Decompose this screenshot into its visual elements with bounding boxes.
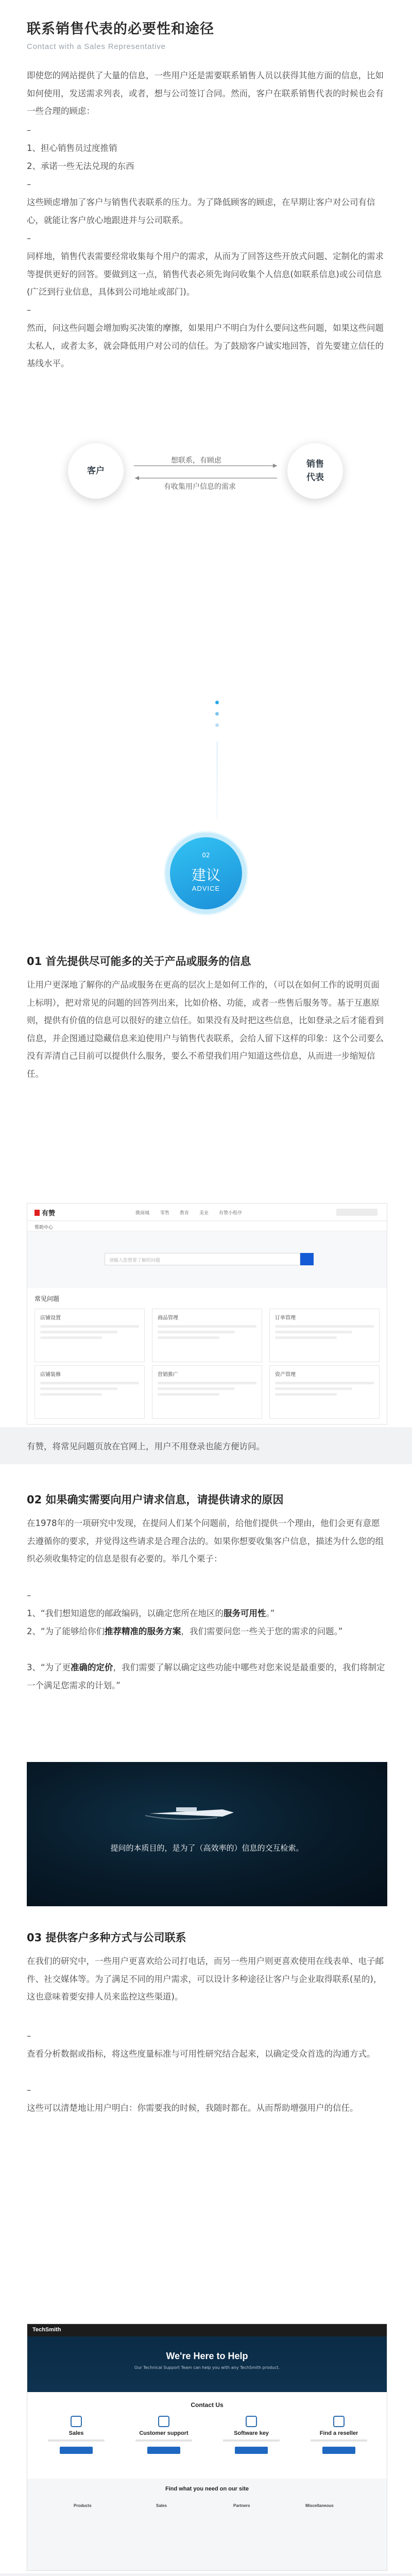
key-icon — [246, 2416, 257, 2427]
faq-category-box[interactable]: 商品管理 — [152, 1309, 262, 1362]
separator: – — [27, 1590, 31, 1600]
ts-link-heading[interactable]: Partners — [233, 2503, 250, 2508]
ts-contact-option[interactable]: Sales — [38, 2416, 115, 2454]
bottom-arrow-label: 有收集用户信息的需求 — [164, 483, 236, 491]
example-item: 3、“为了更准确的定价，我们需要了解以确定这些功能中哪些对您来说是最重要的，我们将制定一个满足您需求的计划。” — [27, 1663, 385, 1690]
ts-contact-option[interactable]: Software key — [213, 2416, 290, 2454]
customer-circle — [68, 443, 124, 499]
ts-link-heading[interactable]: Products — [74, 2503, 92, 2508]
ts-footer-area — [27, 2479, 387, 2571]
ship-icon — [145, 1798, 238, 1829]
faq-section-title: 常见问题 — [35, 1295, 60, 1302]
separator: – — [27, 2031, 31, 2041]
nav-item[interactable]: 教育 — [180, 1211, 190, 1216]
sales-rep-label: 销售 代表 — [306, 459, 324, 483]
intro-paragraph: 然而，问这些问题会增加购买决策的摩擦，如果用户不明白为什么要问这些问题，如果这些问题太私人，或者太多，就会降低用户对公司的信任。为了鼓励客户诚实地回答，首先要建立信任的基线水平。 — [27, 323, 384, 368]
separator: – — [27, 305, 31, 315]
customer-label: 客户 — [87, 466, 105, 476]
ts-hero-sub: Our Technical Support Team can help you with any TechSmith product. — [134, 2365, 280, 2370]
section-paragraph: 在1978年的一项研究中发现，在提问人们某个问题前，给他们提供一个理由，他们会更有意愿去遵循你的要求，并觉得这些请求是合理合法的。如果你想要收集客户信息，描述为什么您的组织必须收集特定的信息是很有必要的。举几个栗子： — [27, 1518, 384, 1564]
top-arrow-label: 想联系，有顾虑 — [171, 456, 221, 465]
ts-link-heading[interactable]: Miscellaneous — [305, 2503, 334, 2508]
techsmith-screenshot — [27, 2324, 387, 2571]
badge-number: 02 — [202, 852, 210, 859]
reseller-icon — [333, 2416, 345, 2427]
article-title: 联系销售代表的必要性和途径 — [27, 21, 214, 37]
faq-topbar — [27, 1204, 387, 1221]
ts-button[interactable] — [60, 2447, 93, 2454]
ts-button[interactable] — [147, 2447, 180, 2454]
techsmith-logo[interactable]: TechSmith — [32, 2327, 61, 2333]
faq-category-box[interactable]: 订单管理 — [269, 1309, 380, 1362]
ts-button[interactable] — [235, 2447, 268, 2454]
separator: – — [27, 2085, 31, 2095]
section-paragraph: 查看分析数据或指标，将这些度量标准与可用性研究结合起来，以确定受众首选的沟通方式。 — [27, 2049, 375, 2059]
nav-item[interactable]: 微商城 — [135, 1211, 150, 1216]
image-caption: 有赞，将常见问题页放在官网上，用户不用登录也能方便访问。 — [27, 1442, 265, 1451]
concern-item: 2、承诺一些无法兑现的东西 — [27, 161, 134, 171]
advice-badge — [170, 837, 242, 909]
ts-hero — [27, 2336, 387, 2392]
separator: – — [27, 125, 31, 135]
sales-icon — [71, 2416, 82, 2427]
ts-hero-title: We're Here to Help — [166, 2351, 248, 2361]
search-icon[interactable] — [300, 1253, 314, 1265]
caption-strip — [0, 1427, 412, 1464]
sales-rep-circle — [287, 443, 343, 499]
badge-title: 建议 — [191, 867, 220, 884]
intro-paragraph: 这些顾虑增加了客户与销售代表联系的压力。为了降低顾客的顾虑，在早期让客户对公司有信心，就能让客户放心地跟进并与公司联系。 — [27, 197, 375, 225]
ts-button[interactable] — [322, 2447, 355, 2454]
section-heading: 02 如果确实需要向用户请求信息，请提供请求的原因 — [27, 1494, 284, 1506]
section-heading: 03 提供客户多种方式与公司联系 — [27, 1931, 186, 1944]
nav-item[interactable]: 有赞小程序 — [219, 1211, 243, 1216]
dot — [215, 723, 219, 727]
dot — [215, 701, 219, 704]
dot — [215, 712, 219, 716]
nav-item[interactable]: 零售 — [160, 1211, 170, 1216]
logo-icon — [35, 1210, 40, 1216]
example-item: 1、“我们想知道您的邮政编码，以确定您所在地区的服务可用性。” — [27, 1608, 275, 1618]
example-item: 2、“为了能够给你们推荐精准的服务方案，我们需要问您一些关于您的需求的问题。” — [27, 1626, 343, 1636]
nav-item[interactable]: 美业 — [199, 1211, 209, 1216]
ts-find-title: Find what you need on our site — [165, 2486, 249, 2492]
faq-search-area — [27, 1231, 387, 1288]
intro-paragraph: 同样地，销售代表需要经常收集每个用户的需求，从而为了回答这些开放式问题、定制化的需求等提供更好的回答。要做到这一点，销售代表必须先询问收集个人信息(如联系信息)或公司信息(广泛到行业信息，具体到公司地址或部门)。 — [27, 251, 384, 297]
ts-contact-option[interactable]: Customer support — [125, 2416, 202, 2454]
badge-en: ADVICE — [192, 885, 220, 892]
article-subtitle: Contact with a Sales Representative — [27, 42, 166, 51]
section-paragraph: 在我们的研究中，一些用户更喜欢给公司打电话，而另一些用户则更喜欢使用在线表单、电子邮件、社交媒体等。为了满足不同的用户需求，可以设计多种途径让客户与企业取得联系(星的)，这也意味着要安排人员来监控这些渠道)。 — [27, 1956, 384, 2002]
separator: – — [27, 233, 31, 243]
section-paragraph: 这些可以清楚地让用户明白：你需要我的时候，我随时都在。从而帮助增强用户的信任。 — [27, 2103, 358, 2113]
faq-category-box[interactable]: 店铺装修 — [35, 1365, 145, 1419]
section-heading: 01 首先提供尽可能多的关于产品或服务的信息 — [27, 955, 251, 968]
banner-caption: 提问的本质目的，是为了（高效率的）信息的交互检索。 — [110, 1843, 304, 1853]
intro-paragraph: 即使您的网站提供了大量的信息，一些用户还是需要联系销售人员以获得其他方面的信息，比如如何使用，发送需求列表，或者，想与公司签订合同。然而，客户在联系销售代表的时候也会有一些合理的顾虑： — [27, 71, 384, 116]
faq-screenshot — [27, 1203, 387, 1425]
faq-category-box[interactable]: 营销推广 — [152, 1365, 262, 1419]
faq-category-box[interactable]: 资产管理 — [269, 1365, 380, 1419]
ts-contact-title: Contact Us — [191, 2401, 224, 2409]
separator: – — [27, 179, 31, 189]
faq-search-input[interactable]: 请输入您想要了解的问题 — [105, 1253, 300, 1265]
concern-item: 1、担心销售员过度推销 — [27, 143, 117, 153]
ts-contact-option[interactable]: Find a reseller — [300, 2416, 377, 2454]
ts-topbar — [27, 2324, 387, 2336]
faq-subbar: 帮助中心 — [27, 1221, 387, 1231]
support-icon — [158, 2416, 169, 2427]
caption-strip — [0, 2573, 412, 2576]
faq-category-box[interactable]: 店铺设置 — [35, 1309, 145, 1362]
section-paragraph: 让用户更深地了解你的产品或服务在更高的层次上是如何工作的，（可以在如何工作的说明页面上标明），把对常见的问题的回答列出来，比如价格、功能，或者一些售后服务等。基于互惠原则，提供有价值的信息可以很好的建立信任。如果没有及时把这些信息，比如登录之后才能看到信息，并企图通过隐藏信息来迫使用户与销售代表联系，会给人留下这样的印象：这个公司要么没有弄清自己目前可以提供什么服务，要么不希望我们用户知道这些信息，从而进一步缩短信任。 — [27, 980, 384, 1079]
ts-link-heading[interactable]: Sales — [156, 2503, 167, 2508]
youzan-logo: 有赞 — [35, 1208, 55, 1217]
ocean-banner — [27, 1762, 387, 1906]
